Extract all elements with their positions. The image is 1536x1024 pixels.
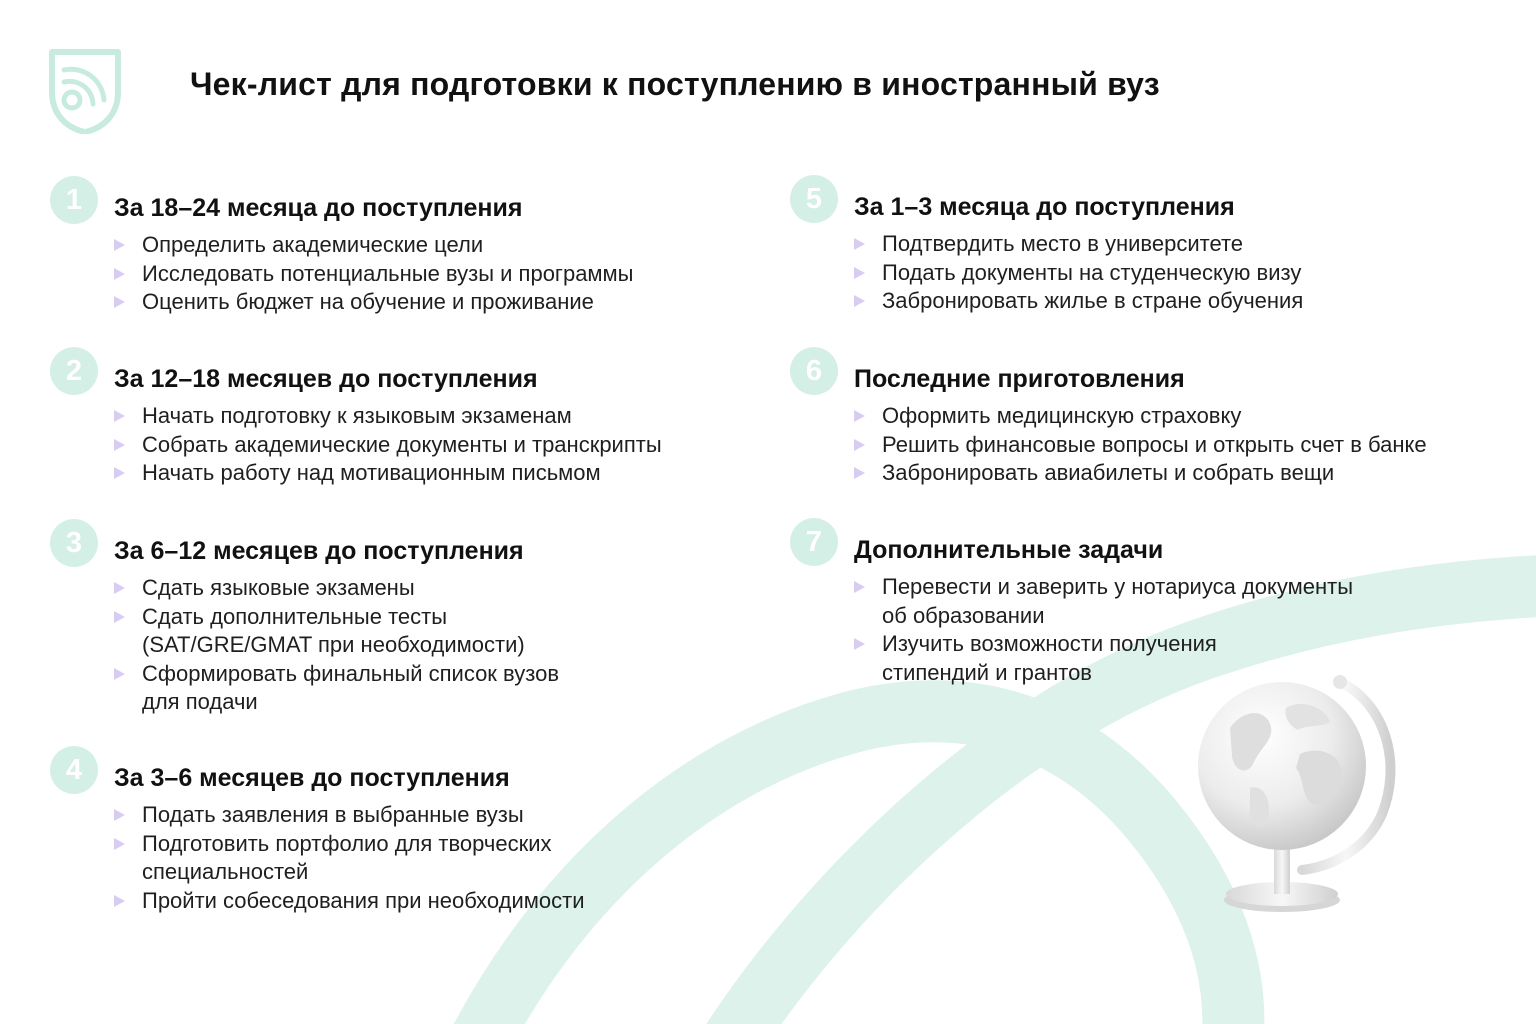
triangle-bullet-icon [854, 638, 865, 650]
section-title: За 12–18 месяцев до поступления [114, 365, 538, 393]
checklist-items [114, 801, 584, 915]
checklist-item-text: (SAT/GRE/GMAT при необходимости) [142, 632, 525, 657]
checklist-item [854, 431, 1427, 460]
section-title: За 3–6 месяцев до поступления [114, 764, 510, 792]
checklist-item [114, 887, 584, 916]
step-number-badge: 2 [50, 347, 98, 395]
triangle-bullet-icon [854, 467, 865, 479]
checklist-item [854, 287, 1303, 316]
section-title: За 18–24 месяца до поступления [114, 194, 523, 222]
triangle-bullet-icon [854, 238, 865, 250]
shield-wave-logo-icon [48, 48, 122, 134]
checklist-item-text: специальностей [142, 859, 309, 884]
checklist-item-text: Перевести и заверить у нотариуса документы [882, 574, 1354, 599]
triangle-bullet-icon [114, 809, 125, 821]
checklist-item-text: Забронировать авиабилеты и собрать вещи [882, 460, 1335, 485]
step-number-badge: 6 [790, 347, 838, 395]
section-title: За 1–3 месяца до поступления [854, 193, 1235, 221]
checklist-item-text: Решить финансовые вопросы и открыть счет в банке [882, 431, 1427, 457]
section-title: Последние приготовления [854, 365, 1185, 393]
checklist-item-text: Изучить возможности получения [882, 631, 1217, 656]
checklist-item [854, 259, 1303, 288]
checklist-item [114, 801, 584, 830]
checklist-item [854, 459, 1427, 488]
triangle-bullet-icon [854, 439, 865, 451]
checklist-item [854, 573, 1353, 630]
checklist-items [114, 231, 634, 317]
triangle-bullet-icon [114, 268, 125, 280]
checklist-item-text: Пройти собеседования при необходимости [142, 887, 585, 913]
checklist-item-text: Оценить бюджет на обучение и проживание [142, 289, 594, 314]
triangle-bullet-icon [114, 410, 125, 422]
checklist-items [114, 402, 662, 488]
triangle-bullet-icon [114, 239, 125, 251]
section-title: За 6–12 месяцев до поступления [114, 537, 524, 565]
checklist-item-text: Забронировать жилье в стране обучения [882, 288, 1304, 313]
triangle-bullet-icon [114, 296, 125, 308]
triangle-bullet-icon [854, 581, 865, 593]
triangle-bullet-icon [114, 611, 125, 623]
triangle-bullet-icon [114, 838, 125, 850]
checklist-item [114, 574, 559, 603]
checklist-items [114, 574, 559, 717]
checklist-item-text: об образовании [882, 602, 1045, 628]
checklist-item-text: Оформить медицинскую страховку [882, 403, 1242, 428]
checklist-item [114, 231, 634, 260]
checklist-item [114, 660, 559, 717]
checklist-items [854, 402, 1427, 488]
globe-icon [1190, 668, 1430, 918]
triangle-bullet-icon [114, 895, 125, 907]
section-title: Дополнительные задачи [854, 536, 1164, 564]
checklist-item-text: Собрать академические документы и транскрипты [142, 431, 662, 457]
checklist-item-text: Подготовить портфолио для творческих [142, 830, 552, 856]
checklist-item-text: Начать работу над мотивационным письмом [142, 460, 601, 485]
checklist-item-text: стипендий и грантов [882, 659, 1092, 685]
checklist-item-text: Начать подготовку к языковым экзаменам [142, 403, 572, 428]
triangle-bullet-icon [854, 295, 865, 307]
checklist-item [114, 260, 634, 289]
checklist-item [114, 402, 662, 431]
step-number-badge: 1 [50, 176, 98, 224]
checklist-item [854, 402, 1427, 431]
checklist-item-text: Исследовать потенциальные вузы и программы [142, 260, 634, 286]
checklist-item [114, 603, 559, 660]
triangle-bullet-icon [114, 668, 125, 680]
triangle-bullet-icon [854, 267, 865, 279]
step-number-badge: 4 [50, 746, 98, 794]
checklist-item [114, 459, 662, 488]
checklist-item-text: Сдать дополнительные тесты [142, 603, 448, 629]
checklist-item-text: Сдать языковые экзамены [142, 575, 415, 600]
triangle-bullet-icon [114, 439, 125, 451]
step-number-badge: 7 [790, 518, 838, 566]
step-number-badge: 3 [50, 519, 98, 567]
triangle-bullet-icon [114, 467, 125, 479]
triangle-bullet-icon [854, 410, 865, 422]
checklist-item [114, 431, 662, 460]
checklist-item [854, 230, 1303, 259]
step-number-badge: 5 [790, 175, 838, 223]
checklist-item-text: для подачи [142, 689, 258, 714]
checklist-item-text: Сформировать финальный список вузов [142, 660, 560, 686]
checklist-item [114, 288, 634, 317]
page-title: Чек-лист для подготовки к поступлению в иностранный вуз [190, 66, 1160, 102]
checklist-item-text: Определить академические цели [142, 232, 484, 257]
checklist-item-text: Подать заявления в выбранные вузы [142, 802, 524, 827]
triangle-bullet-icon [114, 582, 125, 594]
checklist-item-text: Подтвердить место в университете [882, 231, 1244, 256]
checklist-items [854, 230, 1303, 316]
checklist-item [114, 830, 584, 887]
checklist-item-text: Подать документы на студенческую визу [882, 259, 1302, 285]
